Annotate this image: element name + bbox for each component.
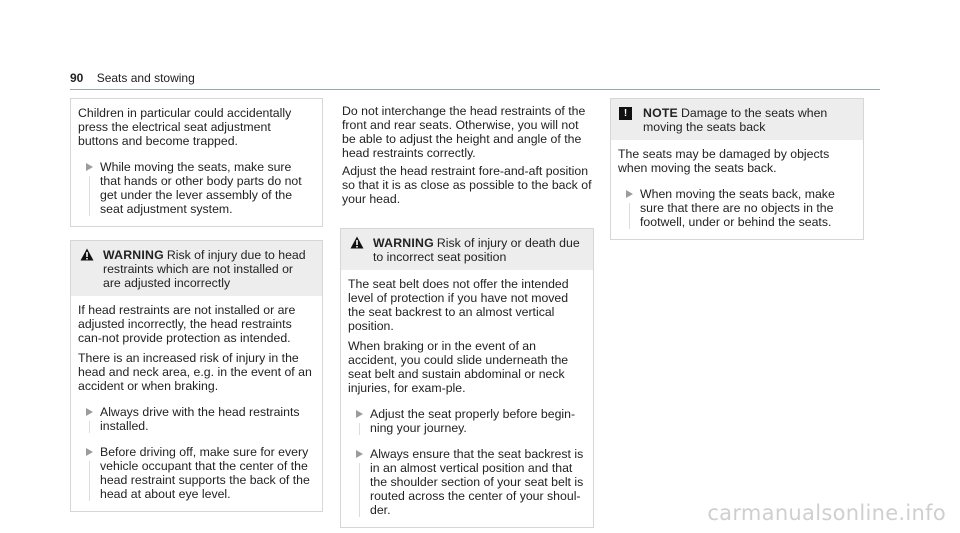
instruction-step	[348, 407, 585, 435]
warning-paragraph: There is an increased risk of injury in the head and neck area, e.g. in the event of an accident or when braking.	[78, 351, 312, 393]
arrow-bullet-icon	[86, 448, 93, 456]
step-text: Adjust the seat properly before begin-ning your journey.	[370, 407, 576, 435]
arrow-bullet-icon	[86, 408, 93, 416]
arrow-bullet-icon	[356, 450, 363, 458]
warning-box	[70, 240, 323, 512]
note-title: Damage to the seats when moving the seats back	[643, 106, 828, 134]
column-1	[70, 98, 323, 512]
instruction-step	[78, 445, 314, 501]
body-paragraph: Adjust the head restraint fore-and-aft position so that it is as close as possible to the back of your head.	[342, 164, 592, 206]
note-box	[610, 98, 864, 240]
watermark-text: carmanualsonline.info	[707, 501, 946, 525]
arrow-bullet-icon	[356, 410, 363, 418]
column-3	[610, 98, 864, 240]
info-text: Children in particular could accidentally press the electrical seat adjustment buttons and become trapped.	[78, 106, 292, 148]
warning-triangle-icon	[350, 236, 364, 249]
instruction-step	[618, 187, 855, 229]
warning-paragraph: If head restraints are not installed or are adjusted incorrectly, the head restraints can-not provide protection as intended.	[78, 303, 296, 345]
page-header	[70, 71, 880, 90]
warning-header	[341, 229, 593, 270]
instruction-step	[78, 405, 314, 433]
warning-triangle-icon	[80, 248, 94, 261]
step-guide-line	[359, 423, 360, 435]
step-guide-line	[89, 461, 90, 501]
arrow-bullet-icon	[626, 190, 633, 198]
warning-box	[340, 228, 594, 528]
warning-title: Risk of injury or death due to incorrect seat position	[373, 236, 580, 264]
info-box	[70, 98, 323, 227]
warning-title: Risk of injury due to head restraints which are not installed or are adjusted incorrectly	[103, 248, 306, 290]
arrow-bullet-icon	[86, 163, 93, 171]
step-text: Before driving off, make sure for every vehicle occupant that the center of the head restraint supports the back of the head at about eye level.	[100, 445, 310, 501]
warning-paragraph: The seat belt does not offer the intended level of protection if you have not moved the seat backrest to an almost vertical position.	[348, 277, 569, 333]
warning-header	[71, 241, 322, 296]
instruction-step	[78, 160, 314, 216]
step-text: Always ensure that the seat backrest is in an almost vertical position and that the shoulder section of your seat belt is routed across the center of your shoul-der.	[370, 447, 584, 517]
body-text	[340, 98, 594, 206]
instruction-step	[348, 447, 585, 517]
body-paragraph: Do not interchange the head restraints of the front and rear seats. Otherwise, you will not be able to adjust the height and angle of the head restraints correctly.	[342, 104, 586, 160]
note-paragraph: The seats may be damaged by objects when moving the seats back.	[618, 147, 830, 175]
step-text: When moving the seats back, make sure that there are no objects in the footwell, under or behind the seats.	[640, 187, 835, 229]
exclamation-icon: !	[619, 107, 632, 120]
section-title: Seats and stowing	[96, 71, 195, 85]
step-text: While moving the seats, make sure that hands or other body parts do not get under the lever assembly of the seat adjustment system.	[100, 160, 302, 216]
column-2	[340, 98, 594, 528]
step-guide-line	[629, 203, 630, 229]
warning-label: WARNING	[373, 236, 434, 250]
step-text: Always drive with the head restraints installed.	[100, 405, 300, 433]
step-guide-line	[89, 176, 90, 216]
step-guide-line	[359, 463, 360, 517]
warning-label: WARNING	[103, 248, 164, 262]
page-number: 90	[70, 71, 84, 85]
step-guide-line	[89, 421, 90, 433]
warning-paragraph: When braking or in the event of an accident, you could slide underneath the seat belt and sustain abdominal or neck injuries, for exam-ple.	[348, 339, 569, 395]
note-label: NOTE	[643, 106, 678, 120]
note-header	[611, 99, 863, 140]
